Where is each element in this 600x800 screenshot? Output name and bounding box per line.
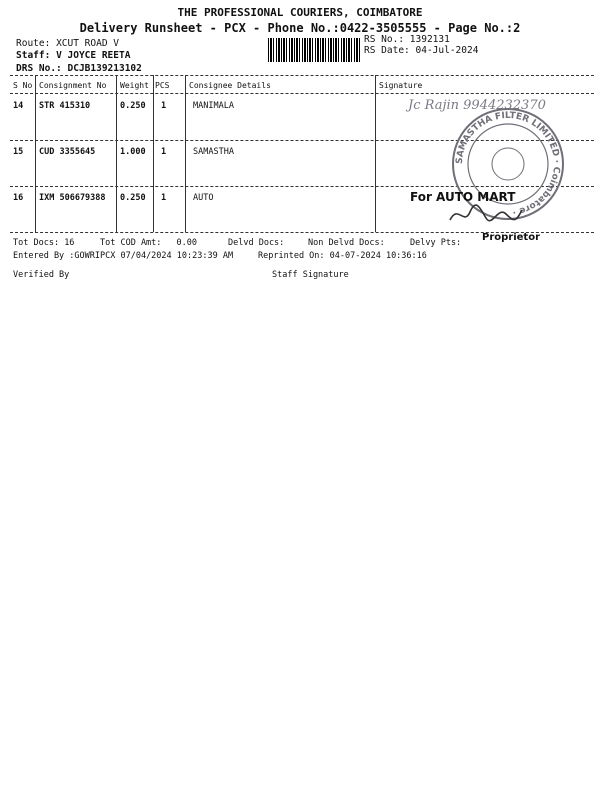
column-divider xyxy=(375,75,376,232)
rs-date-line xyxy=(364,45,478,56)
reprinted-label: Reprinted On: xyxy=(258,251,325,261)
col-header-consignee: Consignee Details xyxy=(189,81,271,90)
table-row-consignment: STR 415310 xyxy=(39,101,91,111)
proprietor-label: Proprietor xyxy=(482,232,541,243)
for-company-stamp: For AUTO MART xyxy=(410,190,516,204)
rs-no-value: 1392131 xyxy=(409,34,450,45)
entered-by xyxy=(13,251,233,261)
staff-label: Staff: xyxy=(16,50,51,61)
column-divider xyxy=(153,75,154,232)
route-label: Route: xyxy=(16,38,51,49)
table-row-consignee: SAMASTHA xyxy=(193,147,234,157)
staff-value: V JOYCE REETA xyxy=(56,50,131,61)
rs-date-label: RS Date: xyxy=(364,45,410,56)
rs-date-value: 04-Jul-2024 xyxy=(415,45,479,56)
reprinted-on xyxy=(258,251,427,261)
table-row-consignment: CUD 3355645 xyxy=(39,147,96,157)
runsheet-title: Delivery Runsheet - PCX - Phone No.:0422-3505555 - Page No.:2 xyxy=(79,21,521,35)
scribble-signature xyxy=(446,200,526,228)
rs-no-label: RS No.: xyxy=(364,34,405,45)
drs-label: DRS No.: xyxy=(16,63,62,74)
table-row-consignment: IXM 506679388 xyxy=(39,193,106,203)
tot-cod-label: Tot COD Amt: xyxy=(100,238,162,248)
col-header-signature: Signature xyxy=(379,81,423,90)
col-header-weight: Weight xyxy=(120,81,149,90)
reprinted-value: 04-07-2024 10:36:16 xyxy=(329,251,427,261)
tot-docs xyxy=(13,238,74,248)
tot-docs-label: Tot Docs: xyxy=(13,238,60,248)
barcode xyxy=(268,38,360,62)
table-row-sno: 15 xyxy=(13,147,24,157)
handwritten-signature: Jc Rajin 9944232370 xyxy=(408,98,546,113)
rs-no-line xyxy=(364,34,450,45)
non-delvd-docs-label: Non Delvd Docs: xyxy=(308,238,385,248)
column-divider xyxy=(185,75,186,232)
table-row-pcs: 1 xyxy=(161,193,167,203)
staff-signature-label: Staff Signature xyxy=(272,270,349,280)
entered-by-label: Entered By : xyxy=(13,251,75,261)
table-top-rule xyxy=(10,75,594,76)
route-line xyxy=(16,38,119,49)
drs-line xyxy=(16,63,142,74)
route-value: XCUT ROAD V xyxy=(56,38,119,49)
drs-value: DCJB139213102 xyxy=(67,63,142,74)
table-row-sno: 16 xyxy=(13,193,24,203)
table-row-sno: 14 xyxy=(13,101,24,111)
col-header-sno: S No xyxy=(13,81,33,90)
delvy-pts-label: Delvy Pts: xyxy=(410,238,462,248)
entered-by-value: GOWRIPCX 07/04/2024 10:23:39 AM xyxy=(74,251,234,261)
tot-docs-value: 16 xyxy=(64,238,75,248)
staff-line xyxy=(16,50,130,61)
tot-cod-value: 0.00 xyxy=(176,238,198,248)
column-divider xyxy=(116,75,117,232)
table-row-consignee: MANIMALA xyxy=(193,101,234,111)
verified-by-label: Verified By xyxy=(13,270,70,280)
col-header-pcs: PCS xyxy=(155,81,170,90)
table-row-weight: 0.250 xyxy=(120,193,146,203)
table-header-rule xyxy=(10,93,594,94)
table-row-pcs: 1 xyxy=(161,147,167,157)
col-header-consignment: Consignment No xyxy=(39,81,107,90)
svg-text:SAMASTHA FILTER LIMITED · Coim: SAMASTHA FILTER LIMITED · Coimbatore · xyxy=(454,110,562,217)
table-row-consignee: AUTO xyxy=(193,193,214,203)
delvd-docs-label: Delvd Docs: xyxy=(228,238,285,248)
table-row-weight: 0.250 xyxy=(120,101,146,111)
tot-cod xyxy=(100,238,197,248)
company-name: THE PROFESSIONAL COURIERS, COIMBATORE xyxy=(177,6,423,19)
table-row-pcs: 1 xyxy=(161,101,167,111)
column-divider xyxy=(35,75,36,232)
table-row-weight: 1.000 xyxy=(120,147,146,157)
